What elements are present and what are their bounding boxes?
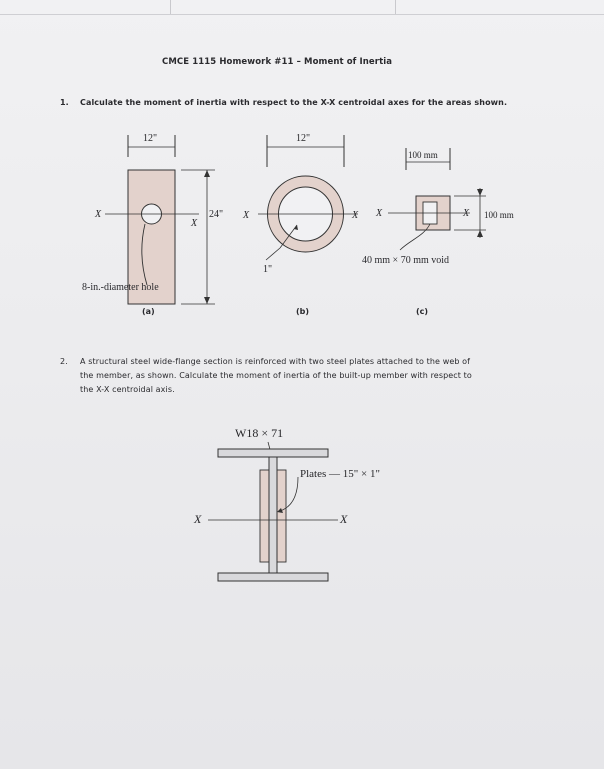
paper-edge-line — [0, 14, 604, 15]
fig-b-caption: (b) — [296, 307, 310, 316]
fig-a-width-label: 12" — [143, 133, 158, 144]
problem-2-text — [60, 355, 540, 397]
figure-b-diagram — [240, 125, 370, 285]
fig-c-axis-right: X — [463, 208, 470, 219]
w-section-label: W18 × 71 — [235, 426, 284, 440]
fig-b-axis-right: X — [352, 210, 359, 221]
fig-b-width-label: 12" — [296, 133, 311, 144]
fig-a-height-label: 24" — [209, 209, 224, 220]
problem-1-text — [60, 98, 580, 107]
fig-2-axis-left: X — [194, 512, 202, 526]
figure-2-diagram — [180, 415, 480, 595]
problem-2-line-3: the X-X centroidal axis. — [80, 385, 175, 394]
fig-b-thickness-label: 1" — [263, 264, 273, 275]
fig-a-hole-note: 8-in.-diameter hole — [82, 282, 159, 293]
problem-1-number: 1. — [60, 98, 69, 107]
problem-1-statement: Calculate the moment of inertia with respect to the X-X centroidal axes for the areas shown. — [80, 98, 508, 107]
fig-c-axis-left: X — [376, 208, 383, 219]
fig-b-axis-left: X — [243, 210, 250, 221]
fig-c-width-label: 100 mm — [408, 150, 438, 160]
paper-fold-mark — [170, 0, 171, 14]
fig-2-axis-right: X — [340, 512, 348, 526]
fig-a-axis-left: X — [95, 209, 102, 220]
plates-label: Plates — 15" × 1" — [300, 468, 380, 480]
problem-2-line-2: the member, as shown. Calculate the moment of inertia of the built-up member with respect to — [80, 371, 472, 380]
fig-c-caption: (c) — [416, 307, 429, 316]
fig-a-caption: (a) — [142, 307, 155, 316]
fig-a-axis-right: X — [191, 218, 198, 229]
paper-fold-mark — [395, 0, 396, 14]
fig-c-height-label: 100 mm — [484, 210, 514, 220]
problem-2-line-1: A structural steel wide-flange section is reinforced with two steel plates attached to the web of — [80, 357, 471, 366]
fig-c-void-label: 40 mm × 70 mm void — [362, 255, 450, 266]
document-title: CMCE 1115 Homework #11 – Moment of Inertia — [162, 57, 393, 67]
problem-2-number: 2. — [60, 357, 68, 366]
